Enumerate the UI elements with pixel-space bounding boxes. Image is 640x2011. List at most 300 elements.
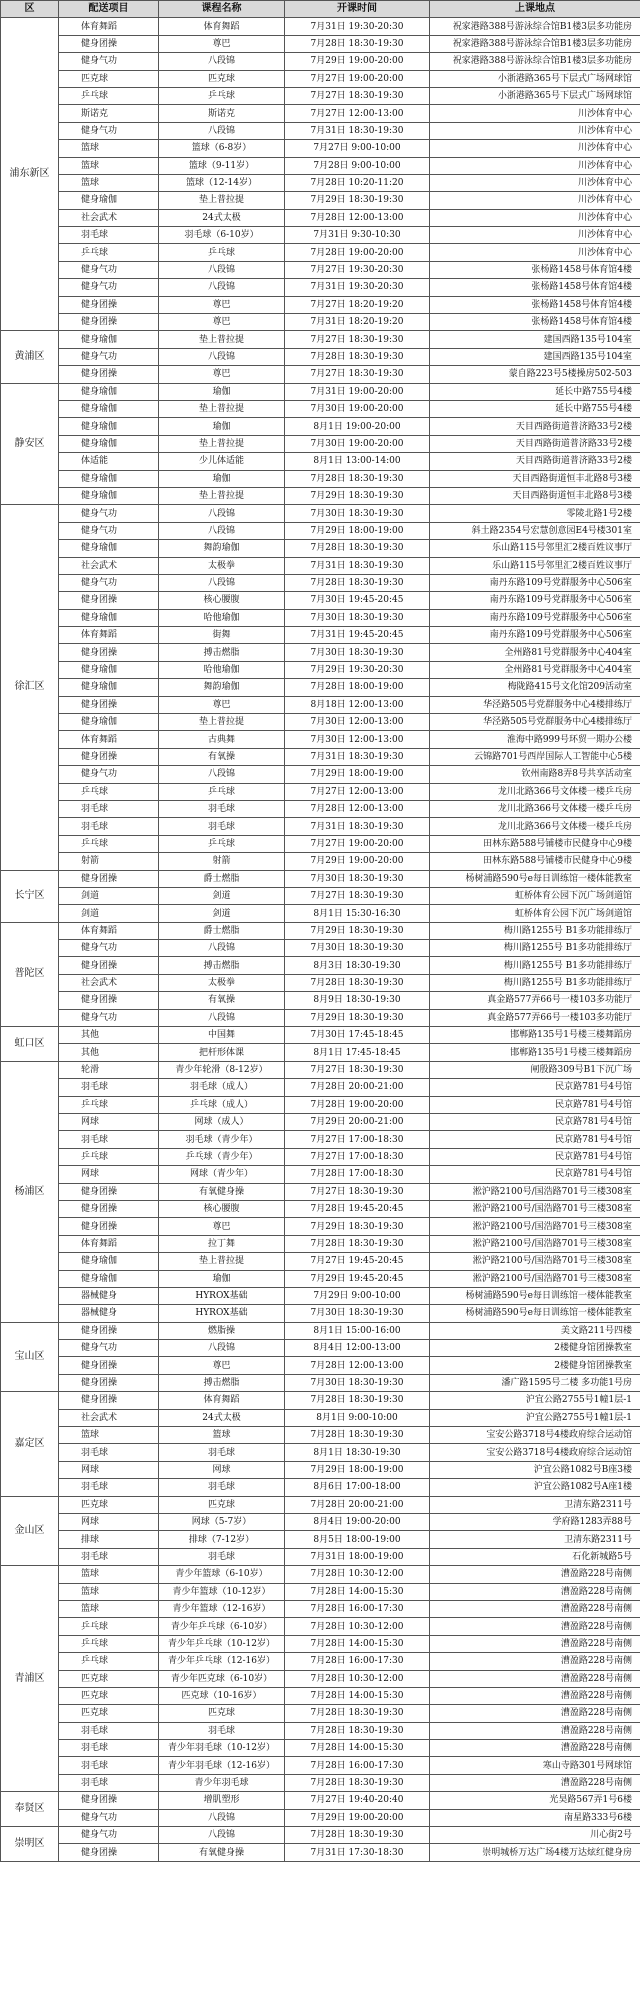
project-cell: 羽毛球 <box>59 1079 159 1096</box>
project-cell: 匹克球 <box>59 1705 159 1722</box>
district-cell: 虹口区 <box>1 1027 59 1062</box>
time-cell: 8月1日 13:00-14:00 <box>285 453 430 470</box>
venue-cell: 漕盈路228号南侧 <box>430 1722 640 1739</box>
project-cell: 健身瑜伽 <box>59 1253 159 1270</box>
course-cell: 乒乓球（成人） <box>159 1096 285 1113</box>
time-cell: 7月29日 18:30-19:30 <box>285 487 430 504</box>
course-cell: 舞韵瑜伽 <box>159 679 285 696</box>
project-cell: 健身气功 <box>59 940 159 957</box>
course-cell: 垫上普拉提 <box>159 435 285 452</box>
project-cell: 健身团操 <box>59 644 159 661</box>
project-cell: 社会武术 <box>59 557 159 574</box>
project-cell: 羽毛球 <box>59 1479 159 1496</box>
project-cell: 健身团操 <box>59 1844 159 1861</box>
time-cell: 7月31日 18:30-19:30 <box>285 748 430 765</box>
project-cell: 体适能 <box>59 453 159 470</box>
venue-cell: 延长中路755号4楼 <box>430 400 640 417</box>
course-cell: 羽毛球 <box>159 1548 285 1565</box>
time-cell: 7月28日 10:30-12:00 <box>285 1618 430 1635</box>
table-row <box>1 679 640 696</box>
course-cell: 八段锦 <box>159 574 285 591</box>
time-cell: 7月30日 18:30-19:30 <box>285 1374 430 1391</box>
project-cell: 健身气功 <box>59 1009 159 1026</box>
project-cell: 健身瑜伽 <box>59 714 159 731</box>
venue-cell: 田林东路588号铺楼市民健身中心9楼 <box>430 853 640 870</box>
venue-cell: 寒山寺路301号网球馆 <box>430 1757 640 1774</box>
time-cell: 8月6日 17:00-18:00 <box>285 1479 430 1496</box>
venue-cell: 民京路781号4号馆 <box>430 1148 640 1165</box>
time-cell: 8月5日 18:00-19:00 <box>285 1531 430 1548</box>
project-cell: 健身气功 <box>59 1340 159 1357</box>
table-row <box>1 1061 640 1078</box>
venue-cell: 宝安公路3718号4楼政府综合运动馆 <box>430 1427 640 1444</box>
time-cell: 7月29日 18:00-19:00 <box>285 766 430 783</box>
time-cell: 7月30日 18:30-19:30 <box>285 505 430 522</box>
course-cell: 爵士燃脂 <box>159 870 285 887</box>
time-cell: 7月27日 19:30-20:30 <box>285 261 430 278</box>
venue-cell: 漕盈路228号南侧 <box>430 1687 640 1704</box>
venue-cell: 邯郸路135号1号楼三楼舞蹈房 <box>430 1044 640 1061</box>
time-cell: 7月30日 18:30-19:30 <box>285 644 430 661</box>
table-row <box>1 261 640 278</box>
project-cell: 健身瑜伽 <box>59 331 159 348</box>
table-row <box>1 1531 640 1548</box>
project-cell: 体育舞蹈 <box>59 731 159 748</box>
table-row <box>1 244 640 261</box>
venue-cell: 川沙体育中心 <box>430 244 640 261</box>
table-row <box>1 1096 640 1113</box>
project-cell: 羽毛球 <box>59 800 159 817</box>
time-cell: 7月29日 19:00-20:00 <box>285 853 430 870</box>
project-cell: 健身瑜伽 <box>59 418 159 435</box>
time-cell: 7月28日 16:00-17:30 <box>285 1653 430 1670</box>
venue-cell: 漕盈路228号南侧 <box>430 1705 640 1722</box>
header-time: 开课时间 <box>285 1 430 18</box>
venue-cell: 梅陇路415号文化馆209活动室 <box>430 679 640 696</box>
venue-cell: 漕盈路228号南侧 <box>430 1653 640 1670</box>
time-cell: 7月28日 10:30-12:00 <box>285 1566 430 1583</box>
course-cell: 八段锦 <box>159 53 285 70</box>
project-cell: 体育舞蹈 <box>59 18 159 35</box>
table-row <box>1 227 640 244</box>
project-cell: 其他 <box>59 1044 159 1061</box>
course-cell: 篮球 <box>159 1427 285 1444</box>
venue-cell: 川沙体育中心 <box>430 157 640 174</box>
time-cell: 7月28日 16:00-17:30 <box>285 1757 430 1774</box>
venue-cell: 漕盈路228号南侧 <box>430 1740 640 1757</box>
course-cell: 哈他瑜伽 <box>159 609 285 626</box>
course-cell: 青少年羽毛球 <box>159 1774 285 1791</box>
project-cell: 健身团操 <box>59 992 159 1009</box>
time-cell: 8月3日 18:30-19:30 <box>285 957 430 974</box>
venue-cell: 沪宜公路1082号A座1楼 <box>430 1479 640 1496</box>
project-cell: 其他 <box>59 1027 159 1044</box>
venue-cell: 邯郸路135号1号楼三楼舞蹈房 <box>430 1027 640 1044</box>
time-cell: 7月27日 17:00-18:30 <box>285 1131 430 1148</box>
time-cell: 7月27日 18:30-19:30 <box>285 887 430 904</box>
course-cell: 射箭 <box>159 853 285 870</box>
course-cell: 搏击燃脂 <box>159 644 285 661</box>
course-cell: 剑道 <box>159 905 285 922</box>
time-cell: 7月28日 18:30-19:30 <box>285 1427 430 1444</box>
project-cell: 体育舞蹈 <box>59 1235 159 1252</box>
project-cell: 羽毛球 <box>59 1740 159 1757</box>
venue-cell: 淞沪路2100号/国浩路701号三楼308室 <box>430 1235 640 1252</box>
venue-cell: 小浙港路365号下层式广场网球馆 <box>430 70 640 87</box>
project-cell: 乒乓球 <box>59 87 159 104</box>
table-row <box>1 1200 640 1217</box>
time-cell: 8月9日 18:30-19:30 <box>285 992 430 1009</box>
project-cell: 健身团操 <box>59 1183 159 1200</box>
time-cell: 7月31日 18:00-19:00 <box>285 1548 430 1565</box>
table-row <box>1 1218 640 1235</box>
course-cell: 尊巴 <box>159 366 285 383</box>
course-cell: 体育舞蹈 <box>159 1392 285 1409</box>
time-cell: 8月1日 9:00-10:00 <box>285 1409 430 1426</box>
time-cell: 8月4日 12:00-13:00 <box>285 1340 430 1357</box>
course-cell: 核心腰腹 <box>159 1200 285 1217</box>
course-cell: 青少年乒乓球（10-12岁） <box>159 1635 285 1652</box>
venue-cell: 淞沪路2100号/国浩路701号三楼308室 <box>430 1183 640 1200</box>
venue-cell: 乐山路115号邻里汇2楼百姓议事厅 <box>430 540 640 557</box>
time-cell: 7月30日 17:45-18:45 <box>285 1027 430 1044</box>
venue-cell: 天目西路街道普济路33号2楼 <box>430 418 640 435</box>
table-row <box>1 661 640 678</box>
course-cell: 尊巴 <box>159 314 285 331</box>
project-cell: 健身气功 <box>59 574 159 591</box>
course-cell: 乒乓球 <box>159 244 285 261</box>
time-cell: 8月18日 12:00-13:00 <box>285 696 430 713</box>
course-cell: 网球（成人） <box>159 1114 285 1131</box>
course-cell: 八段锦 <box>159 122 285 139</box>
table-row <box>1 1774 640 1791</box>
table-row <box>1 1427 640 1444</box>
project-cell: 健身气功 <box>59 505 159 522</box>
course-cell: 有氧操 <box>159 748 285 765</box>
time-cell: 7月27日 12:00-13:00 <box>285 105 430 122</box>
course-cell: HYROX基础 <box>159 1287 285 1304</box>
project-cell: 轮滑 <box>59 1061 159 1078</box>
venue-cell: 小浙港路365号下层式广场网球馆 <box>430 87 640 104</box>
district-cell: 长宁区 <box>1 870 59 922</box>
project-cell: 篮球 <box>59 157 159 174</box>
course-cell: 八段锦 <box>159 505 285 522</box>
table-body <box>1 18 640 1861</box>
time-cell: 7月31日 19:45-20:45 <box>285 627 430 644</box>
table-row <box>1 1792 640 1809</box>
project-cell: 乒乓球 <box>59 244 159 261</box>
table-row <box>1 1670 640 1687</box>
project-cell: 乒乓球 <box>59 1618 159 1635</box>
project-cell: 器械健身 <box>59 1287 159 1304</box>
venue-cell: 漕盈路228号南侧 <box>430 1635 640 1652</box>
time-cell: 7月27日 18:20-19:20 <box>285 296 430 313</box>
course-cell: 八段锦 <box>159 348 285 365</box>
venue-cell: 云锦路701号西岸国际人工智能中心5楼 <box>430 748 640 765</box>
table-row <box>1 331 640 348</box>
time-cell: 8月1日 15:00-16:00 <box>285 1322 430 1339</box>
table-row <box>1 453 640 470</box>
course-cell: 乒乓球（青少年） <box>159 1148 285 1165</box>
venue-cell: 沪宜公路2755号1幢1层-1 <box>430 1392 640 1409</box>
table-row <box>1 922 640 939</box>
venue-cell: 漕盈路228号南侧 <box>430 1618 640 1635</box>
table-row <box>1 974 640 991</box>
time-cell: 7月31日 18:30-19:30 <box>285 122 430 139</box>
time-cell: 7月30日 12:00-13:00 <box>285 714 430 731</box>
venue-cell: 民京路781号4号馆 <box>430 1131 640 1148</box>
project-cell: 斯诺克 <box>59 105 159 122</box>
venue-cell: 张杨路1458号体育馆4楼 <box>430 314 640 331</box>
table-row <box>1 1827 640 1844</box>
course-cell: 垫上普拉提 <box>159 331 285 348</box>
course-cell: 把杆形体课 <box>159 1044 285 1061</box>
course-cell: 尊巴 <box>159 1357 285 1374</box>
project-cell: 健身瑜伽 <box>59 679 159 696</box>
time-cell: 7月30日 19:45-20:45 <box>285 592 430 609</box>
venue-cell: 祝家港路388号游泳综合馆B1楼3层多功能房 <box>430 35 640 52</box>
time-cell: 7月27日 18:30-19:30 <box>285 1183 430 1200</box>
project-cell: 射箭 <box>59 853 159 870</box>
venue-cell: 崇明城桥万达广场4楼万达炫红健身房 <box>430 1844 640 1861</box>
venue-cell: 全州路81号党群服务中心404室 <box>430 661 640 678</box>
district-cell: 杨浦区 <box>1 1061 59 1322</box>
venue-cell: 龙川北路366号文体楼一楼乒乓房 <box>430 800 640 817</box>
course-cell: 搏击燃脂 <box>159 957 285 974</box>
project-cell: 羽毛球 <box>59 818 159 835</box>
table-row <box>1 1305 640 1322</box>
venue-cell: 虹桥体育公园下沉广场剑道馆 <box>430 905 640 922</box>
venue-cell: 沪宜公路2755号1幢1层-1 <box>430 1409 640 1426</box>
project-cell: 健身瑜伽 <box>59 540 159 557</box>
time-cell: 7月30日 18:30-19:30 <box>285 609 430 626</box>
project-cell: 羽毛球 <box>59 1548 159 1565</box>
project-cell: 乒乓球 <box>59 1635 159 1652</box>
course-cell: 排球（7-12岁） <box>159 1531 285 1548</box>
table-row <box>1 1496 640 1513</box>
time-cell: 7月31日 18:20-19:20 <box>285 314 430 331</box>
project-cell: 羽毛球 <box>59 1722 159 1739</box>
project-cell: 健身团操 <box>59 366 159 383</box>
table-row <box>1 1340 640 1357</box>
time-cell: 7月27日 18:30-19:30 <box>285 331 430 348</box>
table-row <box>1 887 640 904</box>
course-cell: 少儿体适能 <box>159 453 285 470</box>
course-cell: 八段锦 <box>159 1009 285 1026</box>
time-cell: 7月28日 20:00-21:00 <box>285 1496 430 1513</box>
table-row <box>1 800 640 817</box>
time-cell: 8月1日 15:30-16:30 <box>285 905 430 922</box>
time-cell: 7月31日 17:30-18:30 <box>285 1844 430 1861</box>
venue-cell: 川沙体育中心 <box>430 140 640 157</box>
time-cell: 7月30日 18:30-19:30 <box>285 870 430 887</box>
venue-cell: 天目西路街道恒丰北路8号3楼 <box>430 470 640 487</box>
time-cell: 7月30日 18:30-19:30 <box>285 1305 430 1322</box>
table-row <box>1 1044 640 1061</box>
course-cell: 匹克球 <box>159 1496 285 1513</box>
venue-cell: 张杨路1458号体育馆4楼 <box>430 261 640 278</box>
table-row <box>1 366 640 383</box>
time-cell: 8月1日 17:45-18:45 <box>285 1044 430 1061</box>
time-cell: 7月30日 12:00-13:00 <box>285 731 430 748</box>
time-cell: 7月28日 14:00-15:30 <box>285 1583 430 1600</box>
project-cell: 网球 <box>59 1114 159 1131</box>
course-cell: 舞韵瑜伽 <box>159 540 285 557</box>
venue-cell: 建国西路135号104室 <box>430 348 640 365</box>
course-cell: 八段锦 <box>159 522 285 539</box>
time-cell: 7月29日 18:30-19:30 <box>285 192 430 209</box>
time-cell: 7月29日 18:00-19:00 <box>285 1461 430 1478</box>
table-row <box>1 1009 640 1026</box>
course-cell: 八段锦 <box>159 261 285 278</box>
course-cell: 尊巴 <box>159 696 285 713</box>
venue-cell: 2楼健身馆团操教室 <box>430 1357 640 1374</box>
table-row <box>1 1374 640 1391</box>
project-cell: 健身瑜伽 <box>59 661 159 678</box>
project-cell: 羽毛球 <box>59 1131 159 1148</box>
venue-cell: 建国西路135号104室 <box>430 331 640 348</box>
venue-cell: 杨树浦路590号e每日训练馆一楼体能教室 <box>430 870 640 887</box>
project-cell: 健身气功 <box>59 279 159 296</box>
time-cell: 7月28日 18:00-19:00 <box>285 679 430 696</box>
project-cell: 社会武术 <box>59 974 159 991</box>
course-cell: 瑜伽 <box>159 470 285 487</box>
project-cell: 剑道 <box>59 887 159 904</box>
project-cell: 乒乓球 <box>59 1148 159 1165</box>
venue-cell: 南星路333号6楼 <box>430 1809 640 1826</box>
course-cell: 瑜伽 <box>159 418 285 435</box>
time-cell: 7月27日 19:00-20:00 <box>285 835 430 852</box>
course-cell: 匹克球（10-16岁） <box>159 1687 285 1704</box>
table-row <box>1 644 640 661</box>
course-cell: 核心腰腹 <box>159 592 285 609</box>
time-cell: 7月29日 19:00-20:00 <box>285 53 430 70</box>
project-cell: 健身团操 <box>59 1357 159 1374</box>
course-cell: 中国舞 <box>159 1027 285 1044</box>
table-row <box>1 105 640 122</box>
venue-cell: 川沙体育中心 <box>430 105 640 122</box>
venue-cell: 梅川路1255号 B1多功能排练厅 <box>430 957 640 974</box>
table-row <box>1 35 640 52</box>
table-row <box>1 1287 640 1304</box>
table-row <box>1 1079 640 1096</box>
time-cell: 7月31日 9:30-10:30 <box>285 227 430 244</box>
course-cell: 斯诺克 <box>159 105 285 122</box>
venue-cell: 淞沪路2100号/国浩路701号三楼308室 <box>430 1218 640 1235</box>
table-row <box>1 1409 640 1426</box>
venue-cell: 乐山路115号邻里汇2楼百姓议事厅 <box>430 557 640 574</box>
venue-cell: 南丹东路109号党群服务中心506室 <box>430 592 640 609</box>
table-row <box>1 383 640 400</box>
course-cell: 24式太极 <box>159 209 285 226</box>
district-cell: 金山区 <box>1 1496 59 1566</box>
table-row <box>1 1583 640 1600</box>
course-cell: 羽毛球 <box>159 1444 285 1461</box>
table-row <box>1 627 640 644</box>
time-cell: 7月28日 18:30-19:30 <box>285 1722 430 1739</box>
project-cell: 健身气功 <box>59 766 159 783</box>
venue-cell: 民京路781号4号馆 <box>430 1079 640 1096</box>
time-cell: 7月28日 18:30-19:30 <box>285 1774 430 1791</box>
course-cell: 瑜伽 <box>159 383 285 400</box>
venue-cell: 川沙体育中心 <box>430 192 640 209</box>
venue-cell: 天目西路街道普济路33号2楼 <box>430 435 640 452</box>
time-cell: 7月28日 18:30-19:30 <box>285 35 430 52</box>
table-row <box>1 1392 640 1409</box>
time-cell: 7月28日 18:30-19:30 <box>285 1235 430 1252</box>
venue-cell: 南丹东路109号党群服务中心506室 <box>430 627 640 644</box>
time-cell: 7月28日 10:20-11:20 <box>285 174 430 191</box>
course-cell: 爵士燃脂 <box>159 922 285 939</box>
venue-cell: 延长中路755号4楼 <box>430 383 640 400</box>
course-cell: 青少年羽毛球（12-16岁） <box>159 1757 285 1774</box>
table-row <box>1 435 640 452</box>
table-row <box>1 1461 640 1478</box>
table-row <box>1 1114 640 1131</box>
venue-cell: 真金路577弄66号一楼103多功能厅 <box>430 992 640 1009</box>
district-cell: 嘉定区 <box>1 1392 59 1496</box>
course-cell: 垫上普拉提 <box>159 487 285 504</box>
venue-cell: 虹桥体育公园下沉广场剑道馆 <box>430 887 640 904</box>
course-cell: 太极拳 <box>159 974 285 991</box>
project-cell: 器械健身 <box>59 1305 159 1322</box>
course-cell: 青少年乒乓球（6-10岁） <box>159 1618 285 1635</box>
project-cell: 健身团操 <box>59 296 159 313</box>
venue-cell: 南丹东路109号党群服务中心506室 <box>430 574 640 591</box>
time-cell: 7月29日 19:30-20:30 <box>285 661 430 678</box>
time-cell: 7月31日 19:00-20:00 <box>285 383 430 400</box>
table-row <box>1 1513 640 1530</box>
course-cell: 垫上普拉提 <box>159 1253 285 1270</box>
project-cell: 匹克球 <box>59 70 159 87</box>
course-cell: 体育舞蹈 <box>159 18 285 35</box>
venue-cell: 蒙自路223号5楼操房502-503 <box>430 366 640 383</box>
time-cell: 8月4日 19:00-20:00 <box>285 1513 430 1530</box>
time-cell: 7月29日 18:30-19:30 <box>285 1218 430 1235</box>
course-cell: 羽毛球 <box>159 800 285 817</box>
project-cell: 健身瑜伽 <box>59 609 159 626</box>
course-cell: 青少年乒乓球（12-16岁） <box>159 1653 285 1670</box>
table-row <box>1 279 640 296</box>
table-row <box>1 1183 640 1200</box>
project-cell: 健身团操 <box>59 35 159 52</box>
time-cell: 7月28日 19:45-20:45 <box>285 1200 430 1217</box>
course-cell: 太极拳 <box>159 557 285 574</box>
course-cell: 篮球（12-14岁） <box>159 174 285 191</box>
time-cell: 7月28日 20:00-21:00 <box>285 1079 430 1096</box>
course-cell: 八段锦 <box>159 1809 285 1826</box>
course-cell: 羽毛球 <box>159 1479 285 1496</box>
time-cell: 7月28日 14:00-15:30 <box>285 1635 430 1652</box>
time-cell: 7月28日 16:00-17:30 <box>285 1600 430 1617</box>
time-cell: 7月29日 19:45-20:45 <box>285 1270 430 1287</box>
time-cell: 7月28日 17:00-18:30 <box>285 1166 430 1183</box>
venue-cell: 淞沪路2100号/国浩路701号三楼308室 <box>430 1253 640 1270</box>
course-cell: 拉丁舞 <box>159 1235 285 1252</box>
project-cell: 篮球 <box>59 140 159 157</box>
header-course: 课程名称 <box>159 1 285 18</box>
course-cell: 篮球（9-11岁） <box>159 157 285 174</box>
table-row <box>1 853 640 870</box>
time-cell: 7月29日 18:30-19:30 <box>285 1009 430 1026</box>
venue-cell: 川心街2号 <box>430 1827 640 1844</box>
project-cell: 体育舞蹈 <box>59 627 159 644</box>
table-row <box>1 1444 640 1461</box>
venue-cell: 学府路1283弄88号 <box>430 1513 640 1530</box>
table-row <box>1 140 640 157</box>
table-row <box>1 314 640 331</box>
time-cell: 7月28日 10:30-12:00 <box>285 1670 430 1687</box>
